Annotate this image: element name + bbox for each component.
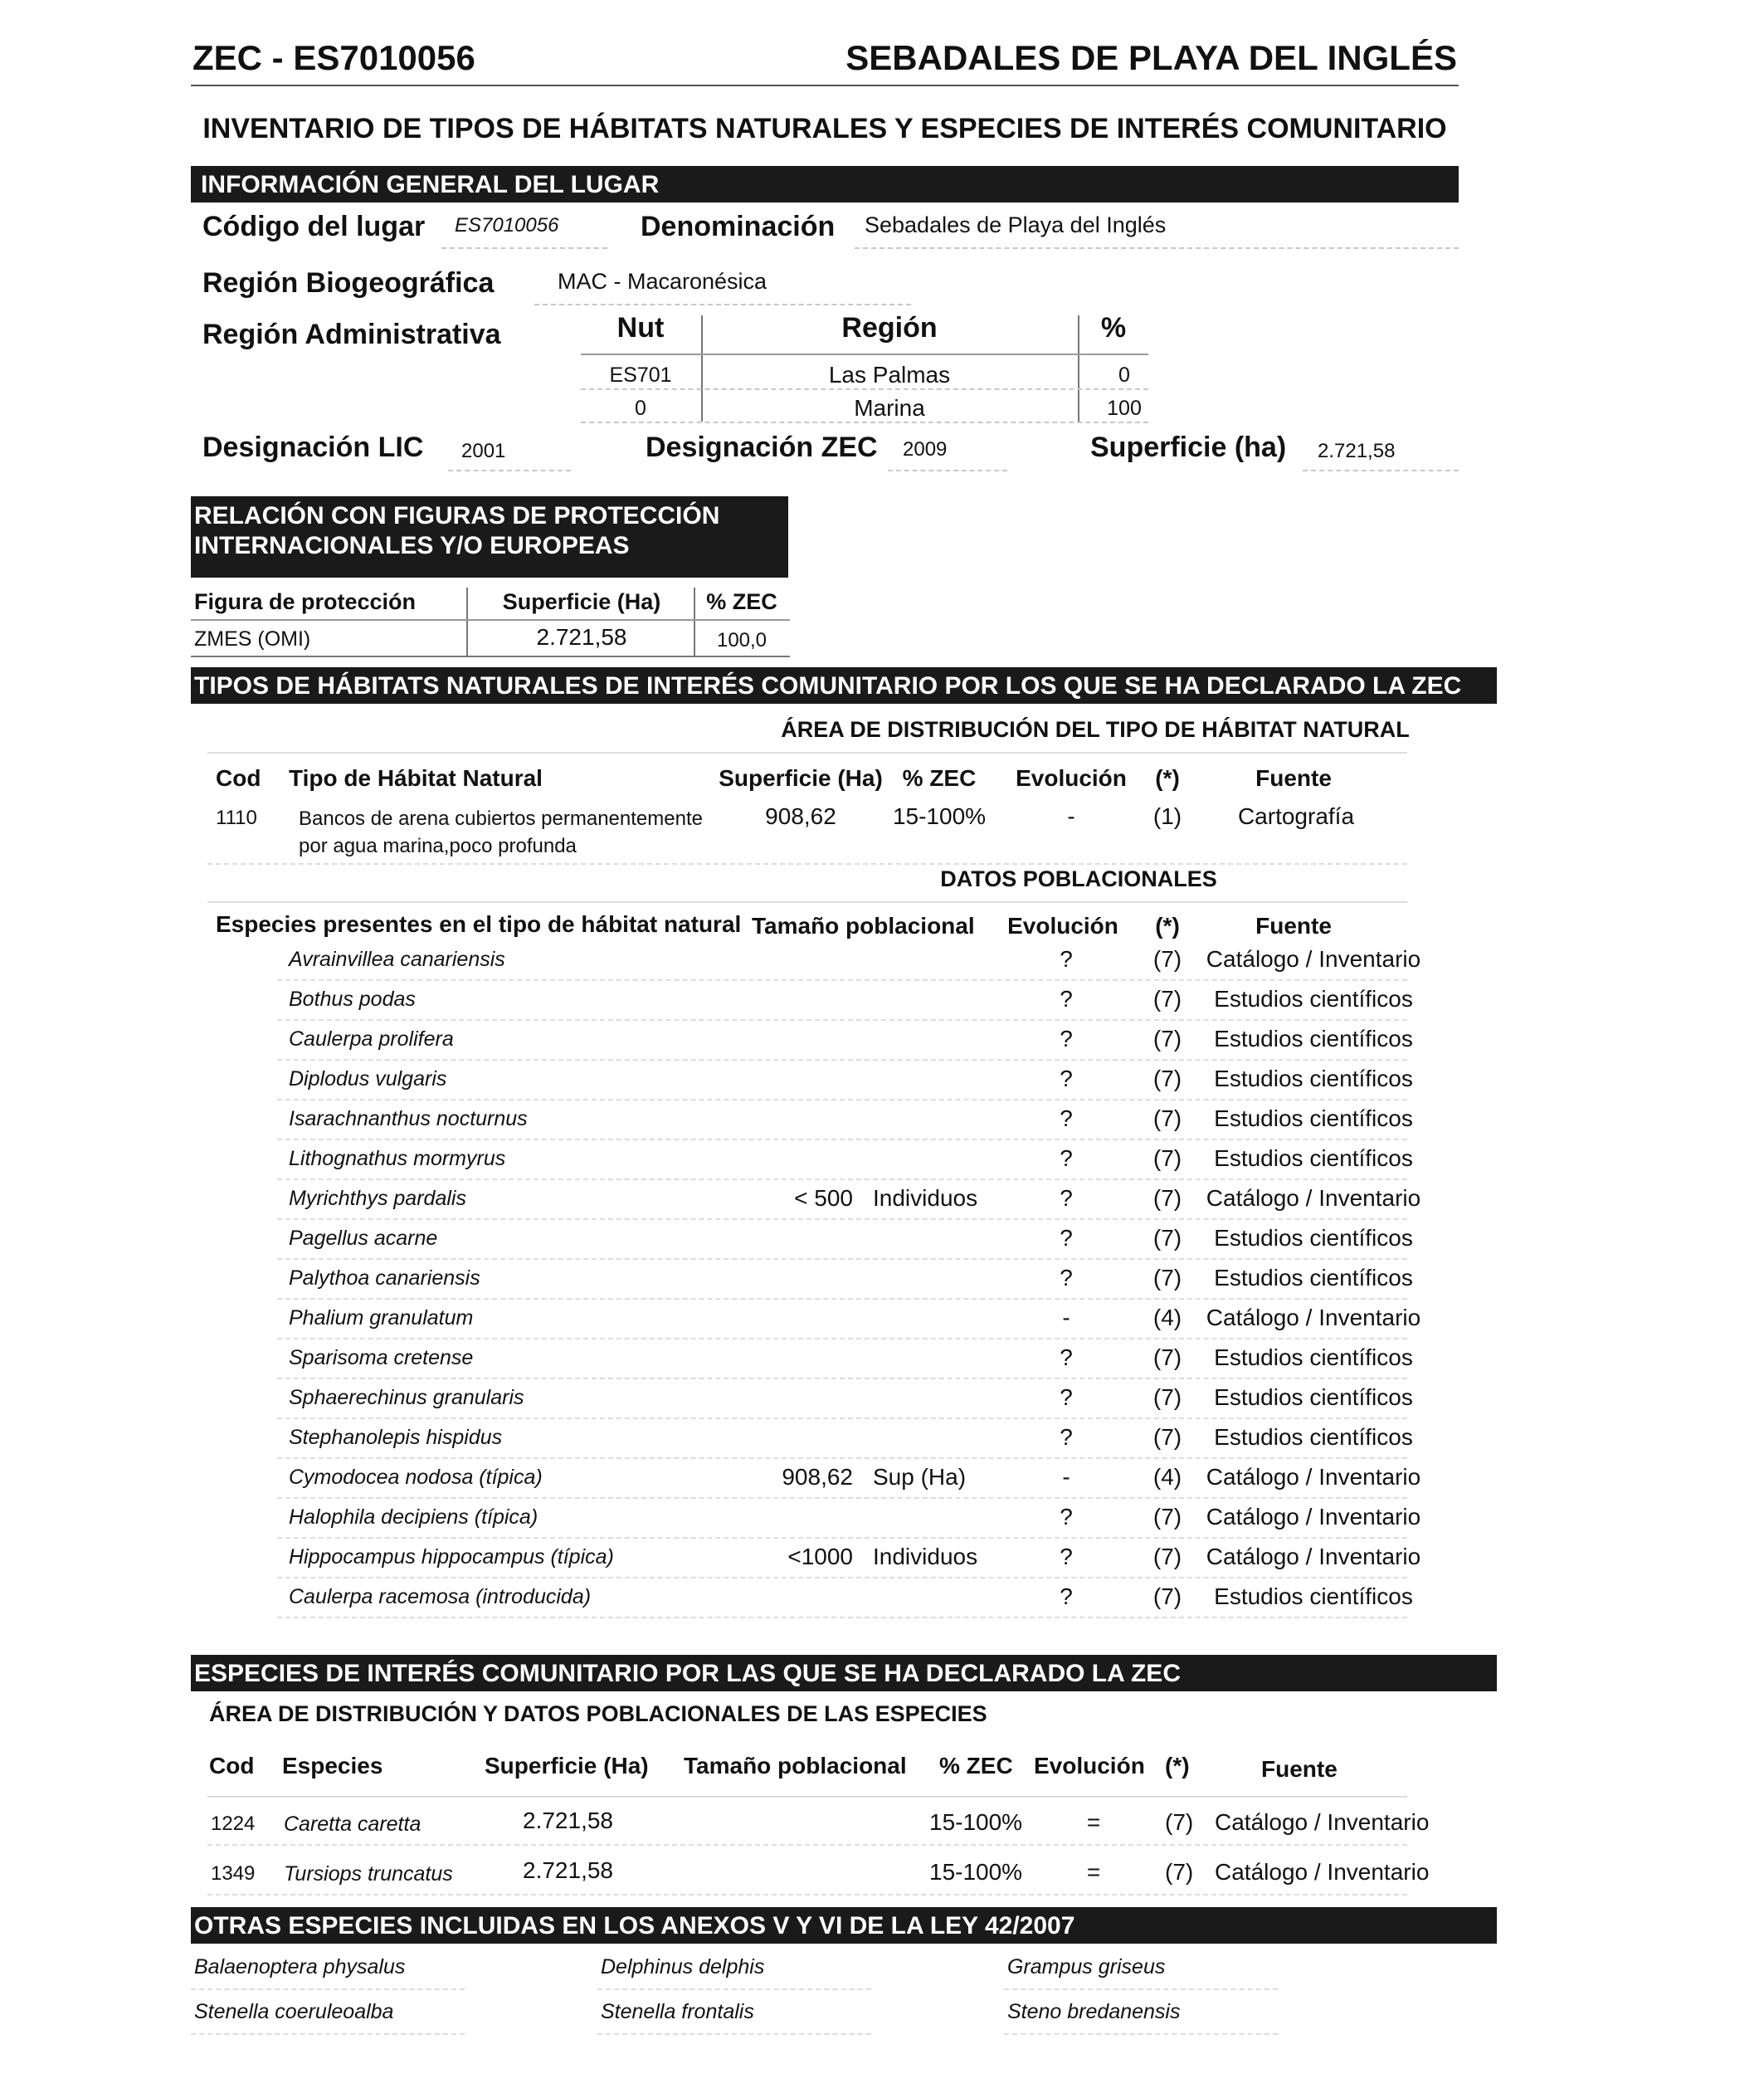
section-proteccion (191, 496, 788, 578)
superficie-label: Superficie (ha) (1090, 432, 1287, 463)
species-header-especies: Especies presentes en el tipo de hábitat natural (216, 911, 742, 937)
habitat-tipo-line1: Bancos de arena cubiertos permanentemente (299, 807, 703, 830)
species-evol: - (1062, 1305, 1070, 1330)
datos-poblacionales-title: DATOS POBLACIONALES (940, 866, 1217, 891)
habitat-tipo-line2: por agua marina,poco profunda (299, 835, 577, 857)
species-name: Sphaerechinus granularis (289, 1386, 524, 1409)
admin-row-region: Las Palmas (828, 362, 951, 388)
especie-pct: 15-100% (929, 1809, 1023, 1835)
section-habitats: TIPOS DE HÁBITATS NATURALES DE INTERÉS COMUNITARIO POR LOS QUE SE HA DECLARADO LA ZEC (191, 667, 1497, 704)
site-code-title: ZEC - ES7010056 (192, 38, 475, 77)
habitat-cod: 1110 (216, 807, 257, 829)
species-evol: ? (1060, 1583, 1073, 1609)
species-name: Lithognathus mormyrus (289, 1147, 506, 1170)
admin-header-region: Región (841, 312, 938, 344)
biogeo-label: Región Biogeográfica (202, 267, 495, 299)
species-evol: ? (1060, 1344, 1073, 1370)
species-name: Myrichthys pardalis (289, 1187, 466, 1210)
species-row-underline (277, 1019, 1407, 1021)
species-row-underline (277, 1417, 1407, 1419)
especie-evol: = (1086, 1859, 1101, 1885)
species-fuente: Catálogo / Inventario (1206, 1544, 1421, 1569)
especies-area-title: ÁREA DE DISTRIBUCIÓN Y DATOS POBLACIONALES DE LAS ESPECIES (209, 1701, 987, 1726)
especie-evol: = (1086, 1809, 1101, 1835)
species-evol: ? (1060, 1105, 1073, 1131)
species-evol: ? (1060, 1225, 1073, 1251)
species-fuente: Catálogo / Inventario (1206, 1305, 1421, 1330)
lic-underline (448, 470, 571, 471)
especie-ast: (7) (1165, 1809, 1194, 1835)
species-name: Phalium granulatum (289, 1306, 474, 1330)
species-ast: (7) (1152, 1544, 1182, 1569)
header-rule (191, 85, 1459, 86)
otra-especie: Delphinus delphis (601, 1955, 765, 1978)
admin-header-nut: Nut (616, 312, 665, 344)
species-row-underline (277, 1178, 1407, 1180)
species-ast: (4) (1152, 1305, 1182, 1330)
species-evol: ? (1060, 1504, 1073, 1530)
biogeo-underline (534, 304, 911, 305)
especies-header-fuente: Fuente (1261, 1756, 1338, 1782)
admin-row-underline (581, 388, 1148, 390)
species-row-underline (277, 1139, 1407, 1140)
proteccion-pct-value: 100,0 (716, 629, 767, 651)
otra-especie-underline (191, 1988, 465, 1990)
superficie-underline (1303, 470, 1459, 471)
admin-row-underline (581, 422, 1148, 423)
otra-especie-underline (597, 1988, 871, 1990)
proteccion-figura-value: ZMES (OMI) (194, 627, 311, 651)
species-evol: ? (1060, 1265, 1073, 1291)
species-ast: (7) (1152, 986, 1182, 1012)
species-evol: - (1062, 1464, 1070, 1490)
habitats-header-cod: Cod (216, 765, 261, 791)
species-ast: (7) (1152, 1265, 1182, 1291)
species-fuente: Estudios científicos (1214, 1384, 1413, 1410)
species-name: Diplodus vulgaris (289, 1067, 447, 1090)
denominacion-underline (855, 247, 1459, 249)
species-ast: (7) (1152, 946, 1182, 972)
species-fuente: Estudios científicos (1214, 986, 1413, 1012)
habitat-sup: 908,62 (765, 803, 836, 829)
species-header-evol: Evolución (1007, 913, 1118, 939)
species-header-fuente: Fuente (1255, 913, 1332, 939)
species-row-underline (277, 979, 1407, 981)
proteccion-title-line1: RELACIÓN CON FIGURAS DE PROTECCIÓN (194, 502, 720, 529)
species-ast: (7) (1152, 1583, 1182, 1609)
zec-underline (888, 470, 1007, 471)
species-ast: (7) (1152, 1185, 1182, 1211)
habitat-tipo (299, 805, 703, 860)
species-name: Palythoa canariensis (289, 1266, 480, 1290)
admin-row-pct: 100 (1107, 397, 1142, 420)
especie-row-underline (207, 1894, 1407, 1896)
especies-header-pct: % ZEC (939, 1753, 1013, 1778)
habitat-ast: (1) (1152, 803, 1182, 829)
otra-especie-underline (1004, 2033, 1278, 2035)
especies-header-tam: Tamaño poblacional (684, 1753, 907, 1778)
habitat-pct: 15-100% (892, 803, 987, 829)
species-fuente: Catálogo / Inventario (1206, 946, 1421, 972)
especies-header-rule (207, 1796, 1407, 1798)
species-ast: (7) (1152, 1066, 1182, 1091)
species-name: Pagellus acarne (289, 1227, 438, 1250)
species-row-underline (277, 1378, 1407, 1379)
species-unit: Individuos (873, 1544, 978, 1569)
species-row-underline (277, 1497, 1407, 1499)
codigo-label: Código del lugar (202, 211, 426, 242)
especie-cod: 1224 (211, 1813, 256, 1835)
especies-header-evol: Evolución (1034, 1753, 1145, 1778)
otra-especie-underline (191, 2033, 465, 2035)
datos-rule (207, 901, 1407, 903)
species-evol: ? (1060, 1424, 1073, 1450)
species-size: 908,62 (782, 1464, 853, 1490)
proteccion-sup-value: 2.721,58 (536, 624, 627, 650)
species-name: Caulerpa racemosa (introducida) (289, 1585, 592, 1608)
otra-especie: Balaenoptera physalus (194, 1955, 406, 1978)
admin-row-nut: 0 (635, 397, 646, 420)
species-name: Stephanolepis hispidus (289, 1426, 503, 1449)
especies-header-sup: Superficie (Ha) (485, 1753, 649, 1778)
species-ast: (7) (1152, 1504, 1182, 1530)
habitats-area-title: ÁREA DE DISTRIBUCIÓN DEL TIPO DE HÁBITAT NATURAL (781, 717, 1410, 742)
zec-value: 2009 (903, 438, 948, 461)
inventory-subtitle: INVENTARIO DE TIPOS DE HÁBITATS NATURALES Y ESPECIES DE INTERÉS COMUNITARIO (202, 113, 1447, 144)
especie-sup: 2.721,58 (523, 1808, 613, 1833)
zec-label: Designación ZEC (646, 432, 878, 463)
species-evol: ? (1060, 946, 1073, 972)
species-ast: (7) (1152, 1105, 1182, 1131)
habitats-header-ast: (*) (1155, 765, 1180, 791)
habitat-fuente: Cartografía (1237, 803, 1355, 829)
especie-cod: 1349 (211, 1862, 256, 1885)
otra-especie: Steno bredanensis (1007, 2000, 1181, 2023)
species-fuente: Estudios científicos (1214, 1026, 1413, 1051)
species-ast: (7) (1152, 1384, 1182, 1410)
species-fuente: Estudios científicos (1214, 1265, 1413, 1291)
habitat-evol: - (1067, 803, 1075, 829)
especie-fuente: Catálogo / Inventario (1215, 1859, 1430, 1885)
proteccion-bottom-rule (191, 656, 790, 657)
lic-value: 2001 (461, 440, 506, 462)
codigo-value: ES7010056 (455, 214, 559, 237)
species-evol: ? (1060, 1145, 1073, 1171)
species-row-underline (277, 1298, 1407, 1300)
proteccion-header-figura: Figura de protección (194, 589, 417, 614)
species-fuente: Catálogo / Inventario (1206, 1464, 1421, 1490)
species-row-underline (277, 1059, 1407, 1061)
otra-especie: Stenella frontalis (601, 2000, 754, 2023)
especie-name: Tursiops truncatus (284, 1862, 453, 1886)
section-otras-especies: OTRAS ESPECIES INCLUIDAS EN LOS ANEXOS V Y VI DE LA LEY 42/2007 (191, 1907, 1497, 1944)
habitats-header-pct: % ZEC (902, 765, 977, 791)
habitats-header-sup: Superficie (Ha) (719, 765, 883, 791)
species-ast: (7) (1152, 1344, 1182, 1370)
habitats-header-tipo: Tipo de Hábitat Natural (289, 765, 543, 791)
species-name: Hippocampus hippocampus (típica) (289, 1545, 614, 1569)
section-especies-zec: ESPECIES DE INTERÉS COMUNITARIO POR LAS QUE SE HA DECLARADO LA ZEC (191, 1655, 1497, 1691)
species-ast: (7) (1152, 1225, 1182, 1251)
species-ast: (4) (1152, 1464, 1182, 1490)
species-fuente: Catálogo / Inventario (1206, 1185, 1421, 1211)
species-row-underline (277, 1617, 1407, 1618)
species-name: Halophila decipiens (típica) (289, 1505, 538, 1529)
species-name: Bothus podas (289, 988, 416, 1011)
species-fuente: Estudios científicos (1214, 1145, 1413, 1171)
otra-especie: Stenella coeruleoalba (194, 2000, 394, 2023)
admin-label: Región Administrativa (202, 319, 501, 350)
especie-pct: 15-100% (929, 1859, 1023, 1885)
especie-ast: (7) (1165, 1859, 1194, 1885)
especies-header-especies: Especies (282, 1753, 383, 1778)
admin-row-region: Marina (854, 395, 925, 421)
species-row-underline (277, 1338, 1407, 1339)
admin-row-nut: ES701 (609, 363, 672, 387)
species-size: <1000 (787, 1544, 853, 1569)
species-row-underline (277, 1218, 1407, 1220)
species-fuente: Catálogo / Inventario (1206, 1504, 1421, 1530)
otra-especie-underline (1004, 1988, 1278, 1990)
species-fuente: Estudios científicos (1214, 1105, 1413, 1131)
species-unit: Sup (Ha) (873, 1464, 967, 1490)
species-ast: (7) (1152, 1145, 1182, 1171)
species-header-tam: Tamaño poblacional (752, 913, 975, 939)
superficie-value: 2.721,58 (1318, 440, 1396, 462)
species-unit: Individuos (873, 1185, 978, 1211)
especie-sup: 2.721,58 (523, 1857, 613, 1883)
otra-especie: Grampus griseus (1007, 1955, 1166, 1978)
species-row-underline (277, 1457, 1407, 1459)
admin-row-pct: 0 (1118, 363, 1130, 387)
especies-header-ast: (*) (1165, 1753, 1190, 1778)
species-row-underline (277, 1258, 1407, 1260)
species-fuente: Estudios científicos (1214, 1066, 1413, 1091)
site-name-title: SEBADALES DE PLAYA DEL INGLÉS (845, 38, 1457, 77)
biogeo-value: MAC - Macaronésica (558, 269, 767, 294)
species-evol: ? (1060, 986, 1073, 1012)
proteccion-header-rule (191, 619, 790, 621)
species-name: Caulerpa prolifera (289, 1027, 454, 1051)
section-general-info: INFORMACIÓN GENERAL DEL LUGAR (191, 166, 1459, 202)
proteccion-header-pct: % ZEC (706, 589, 777, 614)
species-name: Cymodocea nodosa (típica) (289, 1466, 543, 1489)
species-fuente: Estudios científicos (1214, 1344, 1413, 1370)
species-size: < 500 (794, 1185, 853, 1211)
habitat-row-underline (207, 863, 1407, 865)
species-row-underline (277, 1537, 1407, 1539)
lic-label: Designación LIC (202, 432, 424, 463)
species-name: Isarachnanthus nocturnus (289, 1107, 528, 1130)
denominacion-value: Sebadales de Playa del Inglés (865, 212, 1167, 237)
codigo-underline (441, 247, 607, 249)
species-ast: (7) (1152, 1026, 1182, 1051)
species-evol: ? (1060, 1066, 1073, 1091)
proteccion-header-sup: Superficie (Ha) (502, 589, 661, 614)
species-name: Sparisoma cretense (289, 1346, 474, 1369)
species-evol: ? (1060, 1384, 1073, 1410)
species-fuente: Estudios científicos (1214, 1583, 1413, 1609)
species-header-ast: (*) (1155, 913, 1180, 939)
especie-row-underline (207, 1844, 1407, 1846)
species-evol: ? (1060, 1544, 1073, 1569)
habitats-header-evol: Evolución (1016, 765, 1127, 791)
admin-header-pct: % (1100, 312, 1127, 344)
habitats-header-fuente: Fuente (1255, 765, 1332, 791)
species-row-underline (277, 1099, 1407, 1100)
denominacion-label: Denominación (641, 211, 836, 242)
proteccion-title-line2: INTERNACIONALES Y/O EUROPEAS (194, 532, 630, 559)
especies-header-cod: Cod (209, 1753, 255, 1778)
species-fuente: Estudios científicos (1214, 1424, 1413, 1450)
especie-name: Caretta caretta (284, 1813, 422, 1836)
species-row-underline (277, 1577, 1407, 1578)
species-fuente: Estudios científicos (1214, 1225, 1413, 1251)
habitats-area-rule (207, 752, 1407, 754)
species-ast: (7) (1152, 1424, 1182, 1450)
species-evol: ? (1060, 1185, 1073, 1211)
especie-fuente: Catálogo / Inventario (1215, 1809, 1430, 1835)
otra-especie-underline (597, 2033, 871, 2035)
species-name: Avrainvillea canariensis (289, 948, 505, 971)
admin-header-rule (581, 354, 1148, 355)
species-evol: ? (1060, 1026, 1073, 1051)
